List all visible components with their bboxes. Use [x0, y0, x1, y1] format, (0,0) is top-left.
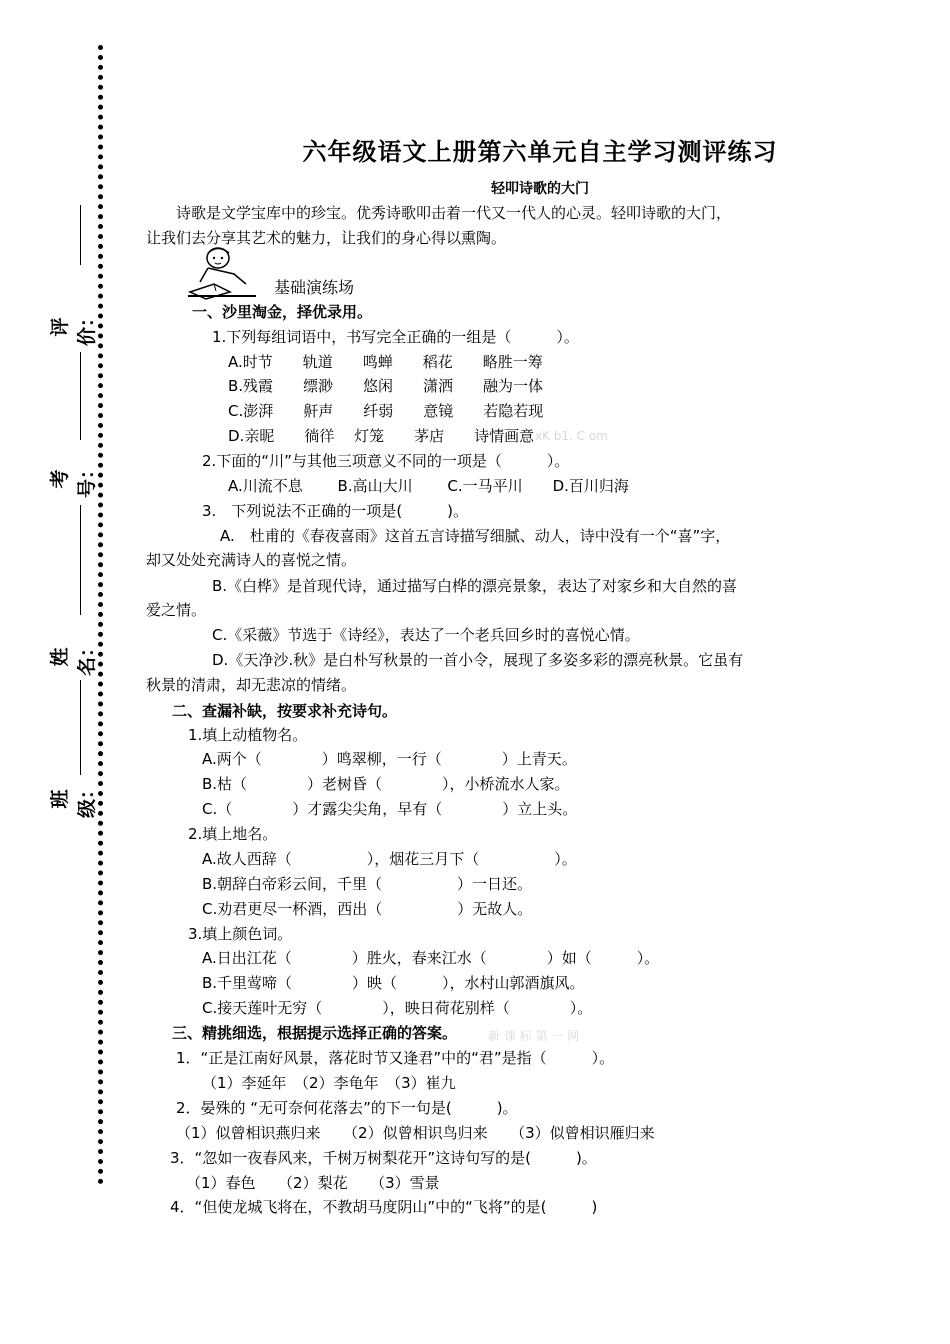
- part1-q1-option-b: B.残霞 缥渺 悠闲 潇洒 融为一体: [228, 377, 544, 395]
- margin-label-xingming: 姓名：: [49, 638, 98, 677]
- reading-child-icon: [186, 244, 266, 300]
- part2-s3-c: C.接天莲叶无穷（ ），映日荷花别样（ ）。: [202, 999, 593, 1017]
- watermark: xK b1. C om: [535, 429, 608, 443]
- margin-label-pingjia: 评价：: [49, 308, 98, 347]
- part1-q3: 3. 下列说法不正确的一项是( )。: [202, 502, 469, 520]
- intro-line-1: 诗歌是文学宝库中的珍宝。优秀诗歌叩击着一代又一代人的心灵。轻叩诗歌的大门，: [176, 204, 732, 222]
- margin-line: [80, 352, 81, 440]
- margin-label-kaohao: 考号：: [49, 460, 98, 499]
- part2-s3-b: B.千里莺啼（ ）映（ ），水村山郭酒旗风。: [202, 974, 585, 992]
- part1-q2-options: A.川流不息 B.高山大川 C.一马平川 D.百川归海: [228, 477, 629, 495]
- part1-q3-option-a-cont: 却又处处充满诗人的喜悦之情。: [146, 551, 357, 569]
- binding-dotted-line: [98, 45, 103, 1185]
- part2-s1-c: C.（ ）才露尖尖角，早有（ ）立上头。: [202, 800, 578, 818]
- part3-q4: 4．“但使龙城飞将在，不教胡马度阴山”中的“飞将”的是( ): [170, 1198, 598, 1216]
- part3-q3: 3．“忽如一夜春风来，千树万树梨花开”这诗句写的是( )。: [170, 1149, 597, 1167]
- margin-line: [80, 505, 81, 615]
- part1-q3-option-b-cont: 爱之情。: [146, 601, 207, 619]
- part2-heading: 二、查漏补缺，按要求补充诗句。: [172, 702, 398, 720]
- page-title: 六年级语文上册第六单元自主学习测评练习: [302, 138, 778, 166]
- part3-q1-options: （1）李延年 （2）李龟年 （3）崔九: [202, 1074, 456, 1092]
- part3-q3-options: （1）春色 （2）梨花 （3）雪景: [186, 1174, 440, 1192]
- part1-q3-option-d: D.《天净沙.秋》是白朴写秋景的一首小令，展现了多姿多彩的漂亮秋景。它虽有: [212, 651, 744, 669]
- margin-line: [80, 680, 81, 775]
- part1-q3-option-d-cont: 秋景的清肃，却无悲凉的情绪。: [146, 676, 357, 694]
- watermark: 新 课 标 第 一 网: [488, 1029, 580, 1043]
- part1-q1: 1.下列每组词语中，书写完全正确的一组是（ ）。: [212, 328, 579, 346]
- part2-s2-c: C.劝君更尽一杯酒，西出（ ）无故人。: [202, 900, 533, 918]
- part2-s3-a: A.日出江花（ ）胜火，春来江水（ ）如（ ）。: [202, 949, 660, 967]
- part3-heading: 三、精挑细选，根据提示选择正确的答案。: [172, 1024, 458, 1042]
- part2-s2-a: A.故人西辞（ ），烟花三月下（ ）。: [202, 850, 577, 868]
- part2-s1-b: B.枯（ ）老树昏（ ），小桥流水人家。: [202, 775, 570, 793]
- part1-heading: 一、沙里淘金，择优录用。: [192, 303, 373, 321]
- part2-s2-b: B.朝辞白帝彩云间，千里（ ）一日还。: [202, 875, 533, 893]
- intro-line-2: 让我们去分享其艺术的魅力，让我们的身心得以熏陶。: [146, 229, 507, 247]
- part1-q1-option-c: C.澎湃 鼾声 纤弱 意镜 若隐若现: [228, 402, 544, 420]
- part3-q2: 2．晏殊的 “无可奈何花落去”的下一句是( )。: [176, 1099, 518, 1117]
- section-basic-heading: 基础演练场: [274, 278, 355, 297]
- margin-line: [80, 205, 81, 265]
- part1-q1-option-a: A.时节 轨道 鸣蝉 稻花 略胜一筹: [228, 353, 543, 371]
- part1-q1-option-d: D.亲昵 徜徉 灯笼 茅店 诗情画意: [228, 427, 535, 445]
- part1-q3-option-a: A. 杜甫的《春夜喜雨》这首五言诗描写细腻、动人，诗中没有一个“喜”字，: [220, 527, 731, 545]
- margin-label-banji: 班级：: [49, 780, 98, 819]
- part3-q1: 1．“正是江南好风景，落花时节又逢君”中的“君”是指（ ）。: [176, 1049, 615, 1067]
- page-subtitle: 轻叩诗歌的大门: [491, 181, 589, 197]
- part1-q3-option-b: B.《白桦》是首现代诗，通过描写白桦的漂亮景象，表达了对家乡和大自然的喜: [212, 577, 738, 595]
- part2-s3: 3.填上颜色词。: [188, 925, 293, 943]
- part2-s1-a: A.两个（ ）鸣翠柳，一行（ ）上青天。: [202, 750, 577, 768]
- part3-q2-options: （1）似曾相识燕归来 （2）似曾相识鸟归来 （3）似曾相识雁归来: [176, 1124, 655, 1142]
- part1-q2: 2.下面的“川”与其他三项意义不同的一项是（ ）。: [202, 452, 570, 470]
- part2-s2: 2.填上地名。: [188, 825, 278, 843]
- part1-q3-option-c: C.《采薇》节选于《诗经》，表达了一个老兵回乡时的喜悦心情。: [212, 626, 640, 644]
- part2-s1: 1.填上动植物名。: [188, 726, 308, 744]
